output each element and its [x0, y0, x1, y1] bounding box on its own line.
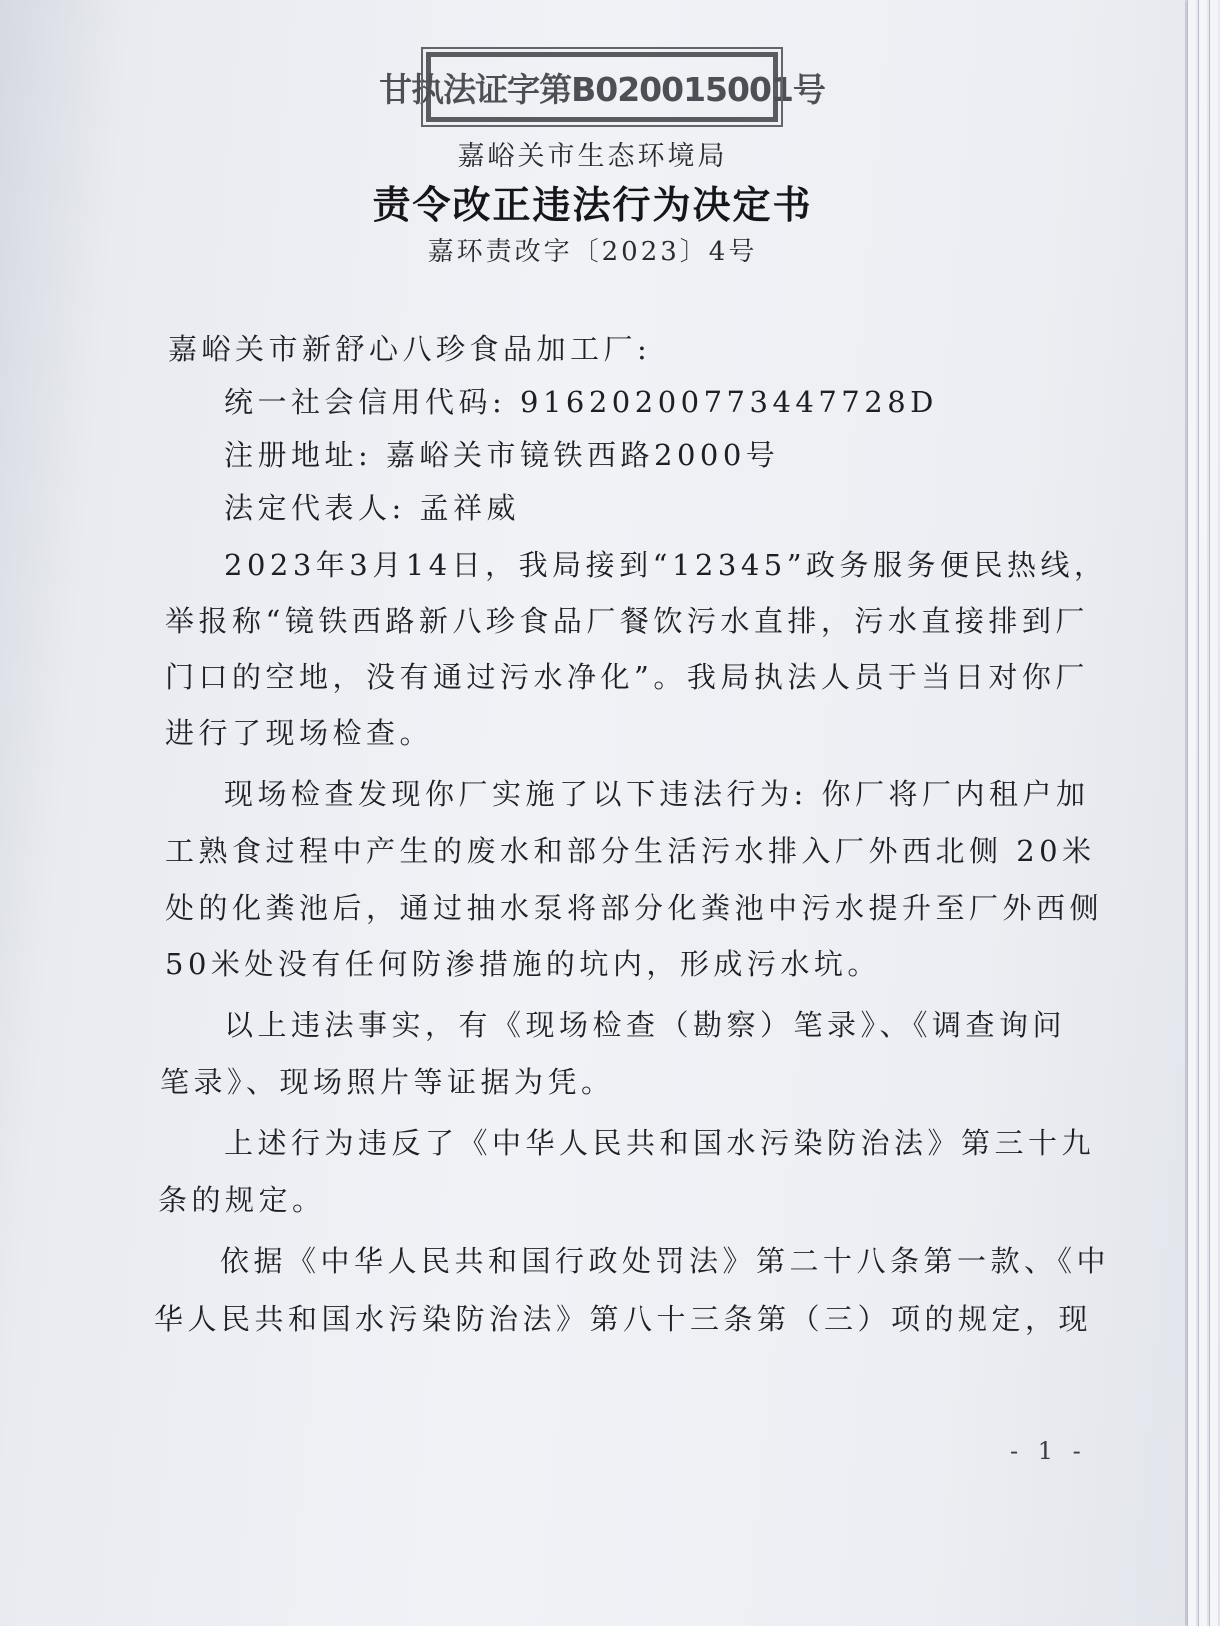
body-line: 进行了现场检查。	[165, 716, 434, 750]
body-line: 上述行为违反了《中华人民共和国水污染防治法》第三十九	[224, 1126, 1096, 1160]
page-stack-edge	[1209, 0, 1218, 1626]
registered-address: 注册地址: 嘉峪关市镜铁西路2000号	[224, 438, 780, 472]
document-number: 嘉环责改字〔2023〕4号	[427, 237, 758, 267]
document-title: 责令改正违法行为决定书	[372, 182, 813, 227]
page-number: - 1 -	[1010, 1437, 1087, 1465]
body-line: 2023年3月14日，我局接到“12345”政务服务便民热线，	[224, 548, 1108, 582]
body-line: 50米处没有任何防渗措施的坑内，形成污水坑。	[165, 947, 881, 981]
agency-name: 嘉峪关市生态环境局	[457, 141, 728, 172]
body-line: 处的化粪池后，通过抽水泵将部分化粪池中污水提升至厂外西侧	[165, 891, 1104, 925]
page-stack-edge	[1187, 0, 1196, 1626]
legal-representative: 法定代表人: 孟祥威	[224, 491, 520, 525]
recipient-name: 嘉峪关市新舒心八珍食品加工厂:	[168, 332, 652, 366]
body-line: 工熟食过程中产生的废水和部分生活污水排入厂外西北侧 20米	[165, 834, 1096, 868]
body-line: 门口的空地，没有通过污水净化”。我局执法人员于当日对你厂	[165, 660, 1089, 694]
body-line: 条的规定。	[158, 1183, 326, 1217]
credit-code: 统一社会信用代码: 91620200773447728D	[224, 385, 938, 419]
page-stack-edge	[1198, 0, 1207, 1626]
body-line: 以上违法事实，有《现场检查（勘察）笔录》、《调查询问	[224, 1008, 1067, 1042]
certificate-stamp: 甘执法证字第B020015001号	[426, 52, 778, 122]
body-line: 依据《中华人民共和国行政处罚法》第二十八条第一款、《中	[220, 1244, 1111, 1278]
body-line: 华人民共和国水污染防治法》第八十三条第（三）项的规定，现	[154, 1302, 1093, 1336]
body-line: 举报称“镜铁西路新八珍食品厂餐饮污水直排，污水直接排到厂	[165, 604, 1089, 638]
body-line: 现场检查发现你厂实施了以下违法行为: 你厂将厂内租户加	[224, 777, 1090, 811]
body-line: 笔录》、现场照片等证据为凭。	[160, 1065, 615, 1099]
